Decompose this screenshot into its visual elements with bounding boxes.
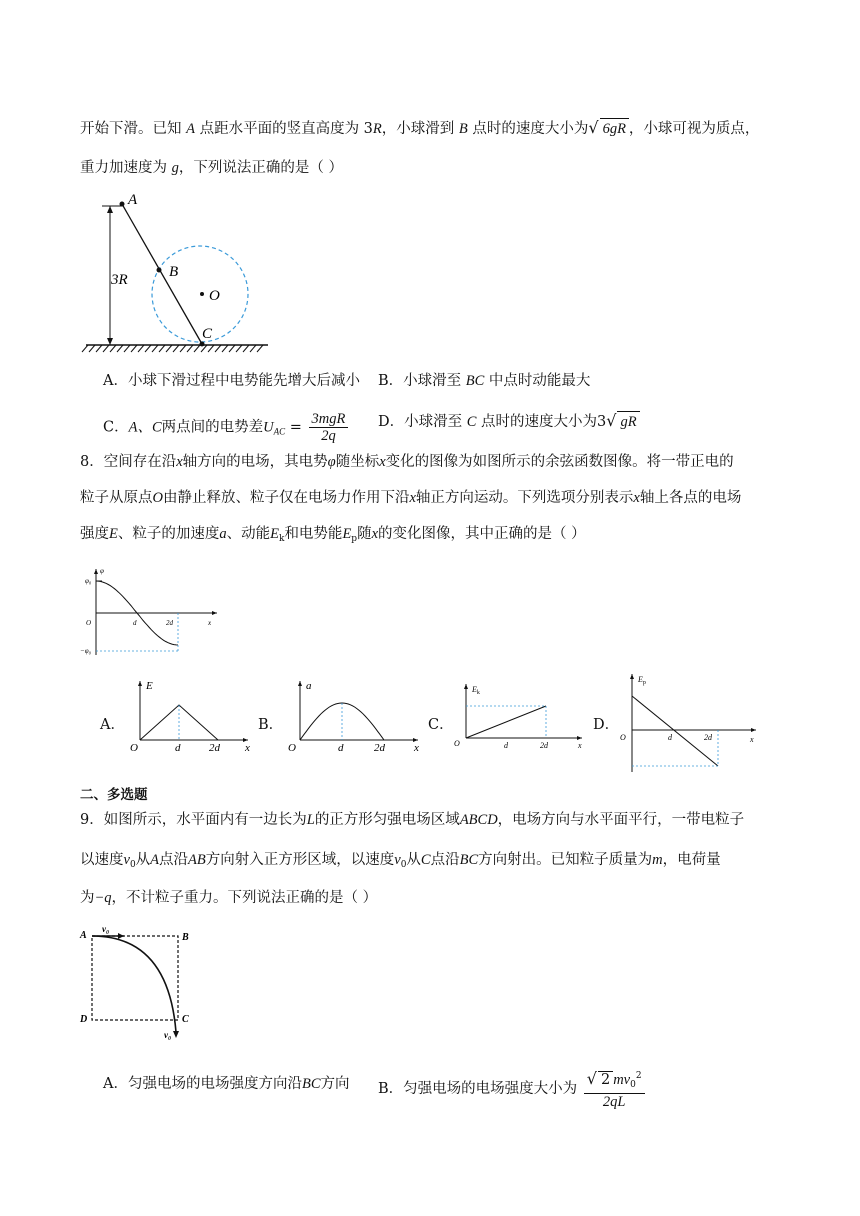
svg-text:Ek: $E_k$ (472, 685, 480, 696)
q7-figure (80, 190, 280, 360)
q7-option-d[interactable]: D．小球滑至 C 点时的速度大小为3√ gR (378, 411, 640, 432)
q8-option-c-letter[interactable]: C． (428, 717, 454, 733)
svg-text:φ: φ (100, 567, 104, 575)
q9-line3: 为−q，不计粒子重力。下列说法正确的是（ ） (80, 890, 378, 906)
svg-text:B: B (182, 932, 189, 943)
svg-text:O: O (130, 742, 138, 754)
svg-text:x: x (414, 742, 419, 754)
q8-phi-graph (82, 565, 232, 660)
svg-text:O: O (620, 733, 626, 742)
q9-figure (78, 922, 208, 1042)
svg-text:d: d (133, 619, 137, 627)
q7-line2: 重力加速度为 g，下列说法正确的是（ ） (80, 160, 343, 176)
svg-text:D: D (80, 1014, 88, 1025)
svg-text:d: d (175, 742, 181, 754)
svg-text:C: C (182, 1014, 189, 1025)
q9-option-b[interactable]: B．匀强电场的电场强度大小为 $\frac{√ 2 mv_0^2}{2qL}$ (378, 1068, 647, 1110)
label-3R: 3R (111, 272, 128, 288)
svg-text:2d: 2d (166, 619, 173, 627)
svg-text:A: A (80, 930, 87, 941)
label-A: A (128, 192, 138, 208)
q7-option-c[interactable]: C．A、C两点间的电势差$U_{AC}$ = $\frac{\text{3mgR}}{2q}$ (103, 411, 350, 444)
svg-text:2d: 2d (374, 742, 385, 754)
q7-option-a[interactable]: A．小球下滑过程中电势能先增大后减小 (103, 373, 360, 389)
q8-option-a-graph[interactable] (128, 675, 258, 760)
q9-option-a[interactable]: A．匀强电场的电场强度方向沿BC方向 (103, 1076, 350, 1092)
svg-text:O: O (454, 739, 460, 748)
svg-text:d: d (668, 733, 672, 742)
q8-option-a-letter[interactable]: A． (100, 717, 125, 733)
q8-line3: 强度E、粒子的加速度a、动能$E_k$和电势能$E_p$随x的变化图像，其中正确的是（ ） (80, 526, 586, 544)
svg-text:φ₀: φ₀ (85, 577, 92, 585)
svg-text:d: d (504, 741, 508, 750)
q8-option-b-graph[interactable] (286, 675, 426, 760)
q8-option-d-graph[interactable] (618, 670, 763, 775)
label-O: O (209, 288, 220, 304)
svg-text:O: O (288, 742, 296, 754)
label-B: B (169, 264, 179, 280)
svg-text:d: d (338, 742, 344, 754)
q8-line2: 粒子从原点O由静止释放、粒子仅在电场力作用下沿x轴正方向运动。下列选项分别表示x轴上各点的电场 (80, 490, 742, 506)
q8-option-b-letter[interactable]: B． (258, 717, 284, 733)
svg-text:x: x (750, 735, 754, 744)
q9-line2: 以速度$v_0$从A点沿AB方向射入正方形区域，以速度$v_0$从C点沿BC方向射出。已知粒子质量为m，电荷量 (80, 852, 721, 870)
svg-text:a: a (306, 680, 312, 692)
svg-text:Ep: $E_p$ (638, 675, 646, 686)
svg-text:E: E (146, 680, 153, 692)
svg-text:x: x (208, 619, 212, 627)
svg-text:x: x (578, 741, 582, 750)
svg-text:v₀: v₀ (164, 1030, 172, 1040)
q8-option-d-letter[interactable]: D． (593, 717, 620, 733)
svg-text:−φ₀: −φ₀ (80, 647, 92, 655)
svg-text:v₀: v₀ (102, 924, 110, 934)
q7-option-b[interactable]: B．小球滑至 BC 中点时动能最大 (378, 373, 591, 389)
section-title-multiple-choice: 二、多选题 (80, 787, 148, 803)
svg-text:O: O (86, 619, 92, 627)
q8-line1: 8．空间存在沿x轴方向的电场，其电势φ随坐标x变化的图像为如图所示的余弦函数图像。将一带正电的 (80, 454, 734, 470)
label-C: C (202, 326, 213, 342)
svg-text:2d: 2d (540, 741, 548, 750)
q9-line1: 9．如图所示，水平面内有一边长为L的正方形匀强电场区域ABCD，电场方向与水平面平行，一带电粒子 (80, 812, 745, 828)
svg-text:2d: 2d (209, 742, 220, 754)
q8-option-c-graph[interactable] (452, 680, 592, 760)
svg-text:x: x (245, 742, 250, 754)
q7-line1: 开始下滑。已知 A 点距水平面的竖直高度为 3R，小球滑到 B 点时的速度大小为√ 6gR ，小球可视为质点， (80, 118, 760, 137)
svg-text:2d: 2d (704, 733, 712, 742)
